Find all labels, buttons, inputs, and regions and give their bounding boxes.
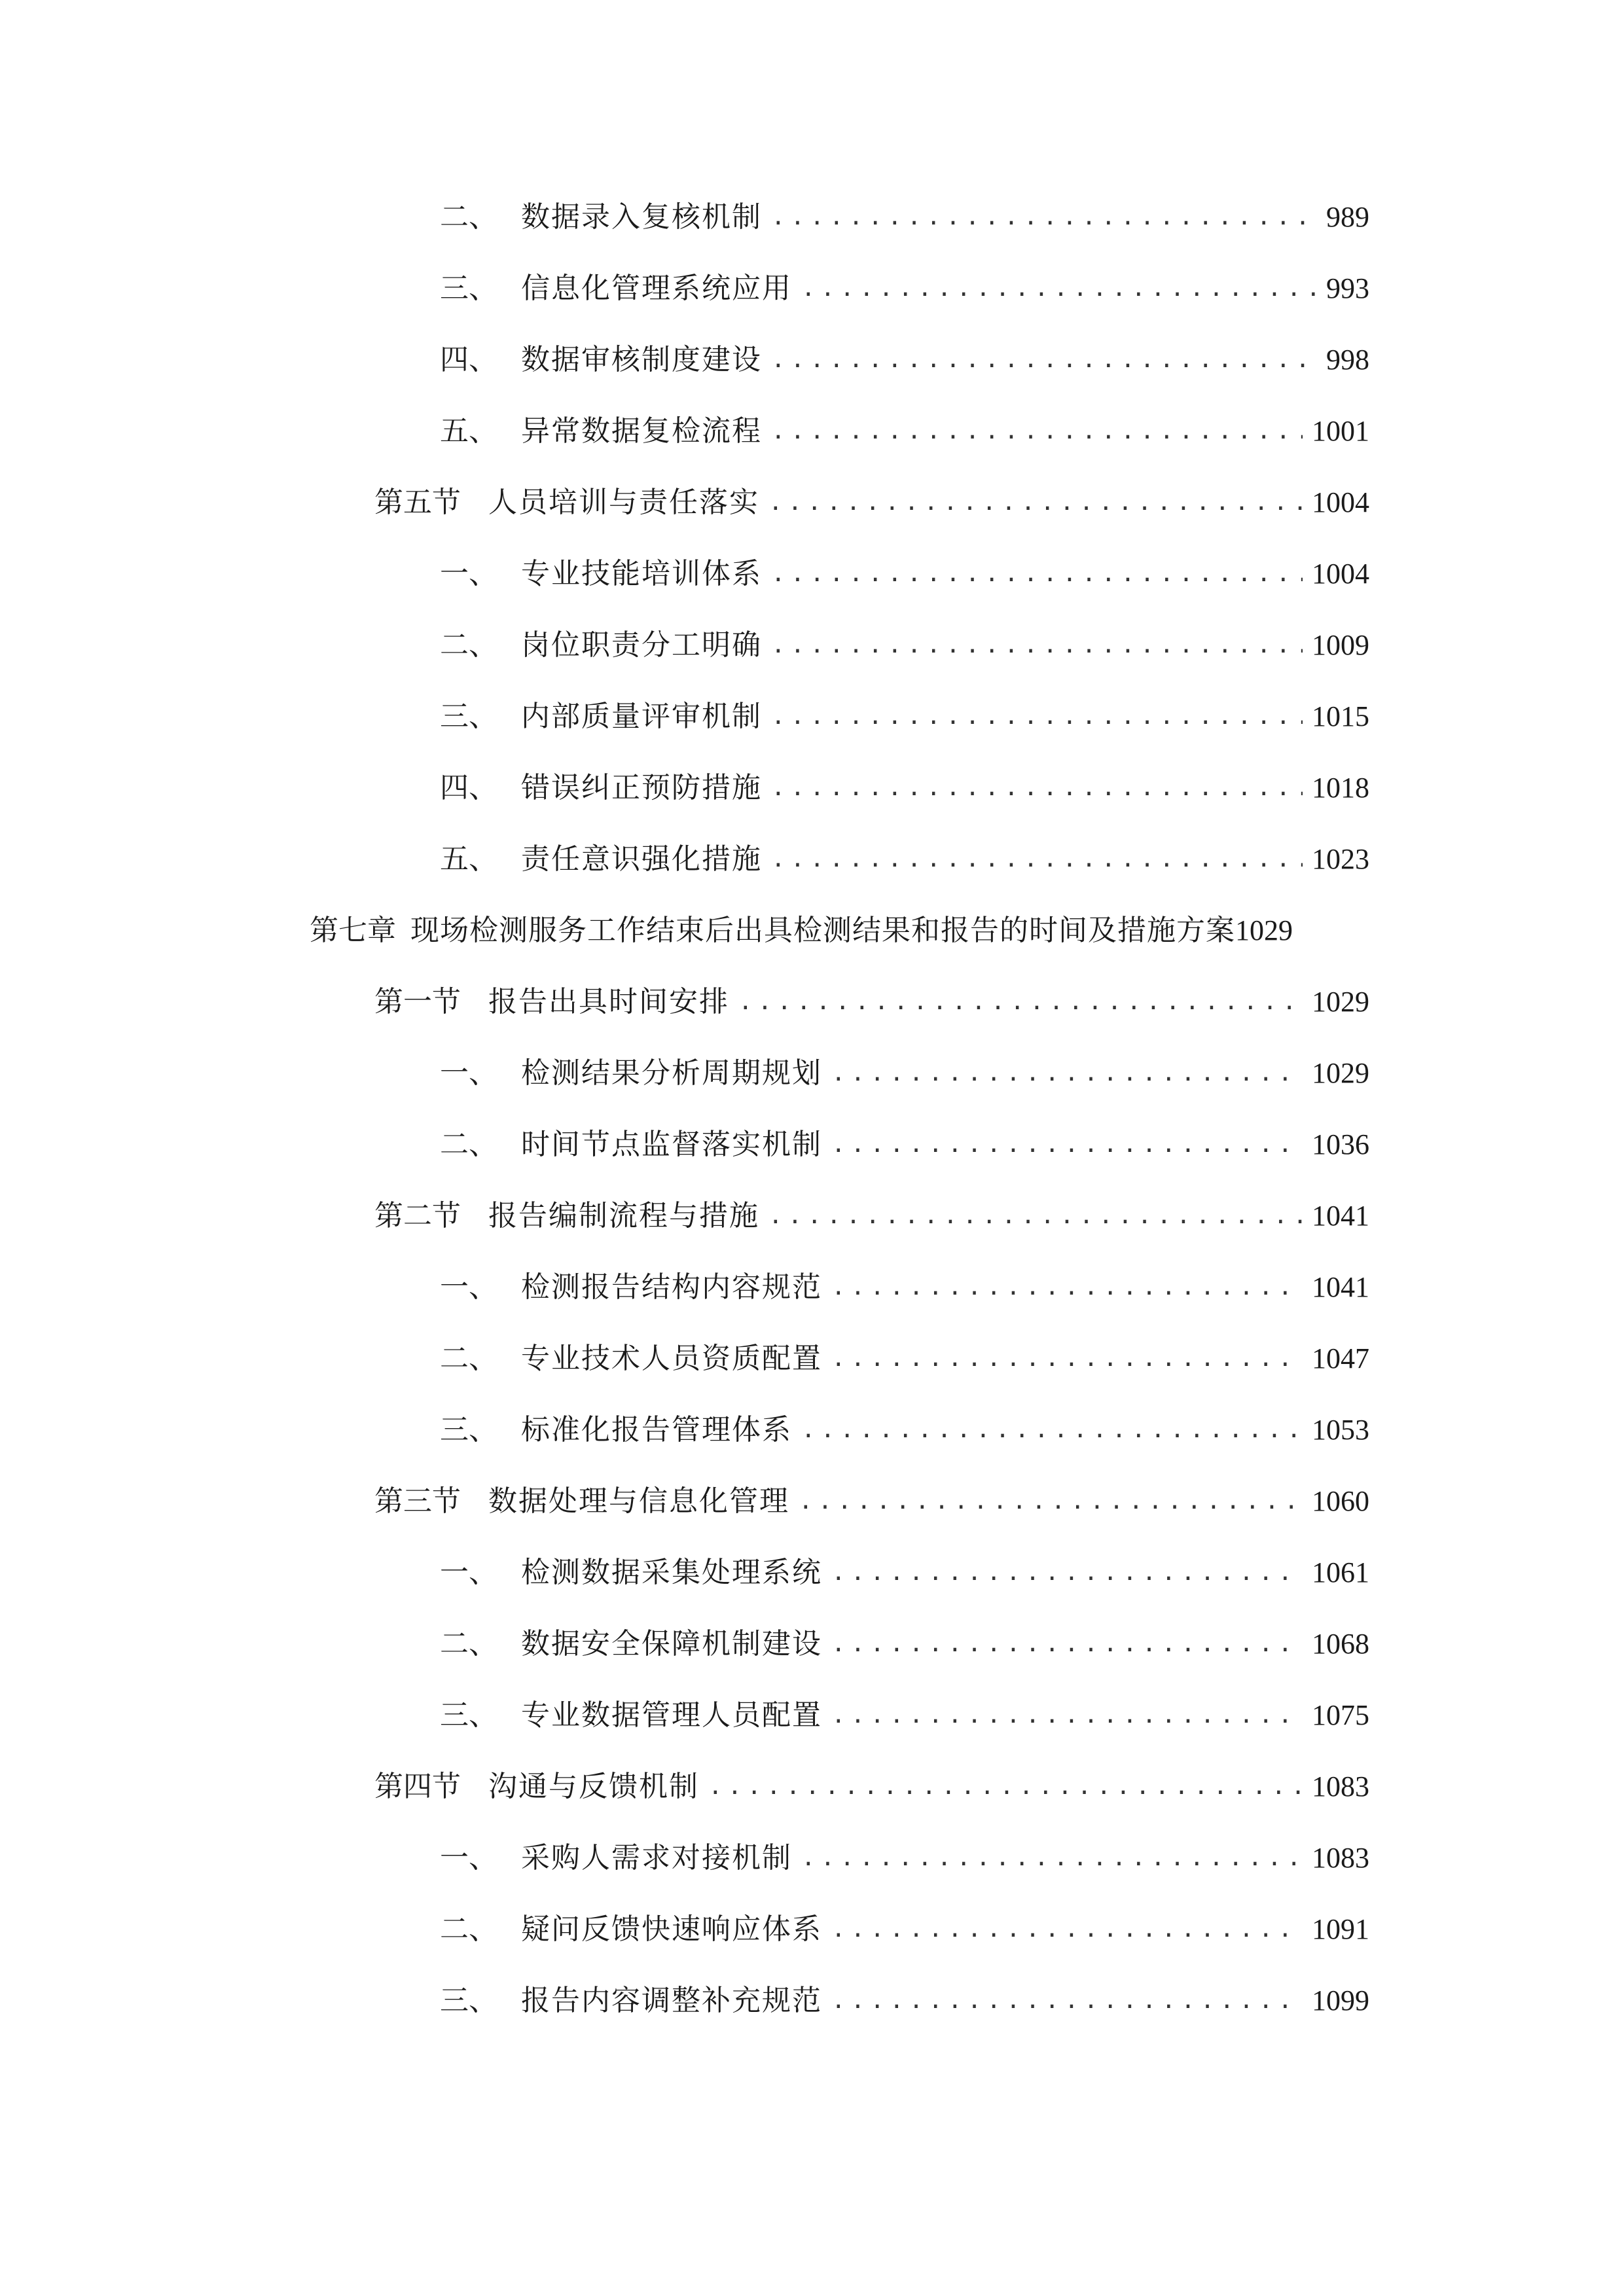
entry-title: 责任意识强化措施 (521, 842, 762, 876)
entry-number: 一、 (440, 557, 497, 590)
dot-leader (738, 979, 1303, 1025)
entry-number: 第七章 (310, 914, 396, 947)
entry-title: 数据安全保障机制建设 (521, 1627, 822, 1660)
entry-title: 报告编制流程与措施 (488, 1199, 759, 1232)
entry-number: 二、 (440, 1342, 497, 1375)
entry-number: 第四节 (374, 1770, 461, 1803)
entry-title: 时间节点监督落实机制 (521, 1128, 822, 1161)
entry-title: 数据审核制度建设 (521, 343, 762, 376)
dot-leader (771, 337, 1317, 383)
entry-title: 异常数据复检流程 (521, 414, 762, 448)
entry-title: 数据录入复核机制 (521, 200, 762, 234)
dot-leader (771, 551, 1303, 597)
dot-leader (771, 765, 1303, 811)
entry-title: 专业技能培训体系 (521, 557, 762, 590)
entry-number: 五、 (440, 414, 497, 448)
toc-entry[interactable] (440, 337, 1369, 383)
entry-number: 二、 (440, 1128, 497, 1161)
dot-leader (831, 1693, 1303, 1738)
entry-title: 信息化管理系统应用 (521, 272, 792, 305)
entry-number: 二、 (440, 1627, 497, 1660)
entry-number: 三、 (440, 700, 497, 733)
dot-leader (708, 1764, 1303, 1810)
entry-title: 疑问反馈快速响应体系 (521, 1912, 822, 1946)
toc-section-entry[interactable] (374, 480, 1369, 526)
dot-leader (771, 194, 1317, 240)
toc-entry[interactable] (440, 1550, 1369, 1596)
dot-leader (801, 266, 1317, 312)
entry-title: 专业数据管理人员配置 (521, 1698, 822, 1732)
toc-section-entry[interactable] (374, 1764, 1369, 1810)
entry-title: 现场检测服务工作结束后出具检测结果和报告的时间及措施方案 (410, 914, 1235, 947)
toc-entry[interactable] (440, 1621, 1369, 1667)
dot-leader (768, 480, 1303, 526)
toc-entry[interactable] (440, 1693, 1369, 1738)
toc-chapter-entry[interactable] (310, 908, 1407, 954)
entry-page-number: 1029 (1312, 986, 1369, 1018)
dot-leader (771, 694, 1303, 740)
toc-entry[interactable] (440, 551, 1369, 597)
entry-page-number: 1083 (1312, 1842, 1369, 1874)
entry-page-number: 1061 (1312, 1556, 1369, 1588)
entry-number: 一、 (440, 1841, 497, 1874)
entry-page-number: 1018 (1312, 772, 1369, 804)
entry-page-number: 998 (1326, 344, 1369, 376)
dot-leader (831, 1050, 1303, 1096)
entry-page-number: 989 (1326, 201, 1369, 233)
entry-number: 第三节 (374, 1484, 461, 1518)
entry-title: 内部质量评审机制 (521, 700, 762, 733)
entry-page-number: 1099 (1312, 1984, 1369, 2017)
entry-number: 一、 (440, 1556, 497, 1589)
entry-number: 一、 (440, 1270, 497, 1304)
toc-entry[interactable] (440, 1407, 1369, 1453)
toc-section-entry[interactable] (374, 979, 1369, 1025)
entry-title: 沟通与反馈机制 (488, 1770, 699, 1803)
entry-title: 专业技术人员资质配置 (521, 1342, 822, 1375)
dot-leader (801, 1407, 1303, 1453)
toc-section-entry[interactable] (374, 1193, 1369, 1239)
entry-title: 报告出具时间安排 (488, 985, 729, 1018)
entry-number: 第五节 (374, 486, 461, 519)
entry-page-number: 1015 (1312, 700, 1369, 732)
entry-number: 二、 (440, 1912, 497, 1946)
toc-section-entry[interactable] (374, 1479, 1369, 1524)
dot-leader (801, 1835, 1303, 1881)
entry-page-number: 1068 (1312, 1628, 1369, 1660)
toc-entry[interactable] (440, 1336, 1369, 1382)
entry-page-number: 1023 (1312, 843, 1369, 875)
entry-page-number: 1004 (1312, 486, 1369, 518)
entry-number: 三、 (440, 272, 497, 305)
entry-page-number: 1004 (1312, 558, 1369, 590)
entry-number: 四、 (440, 771, 497, 804)
entry-title: 检测结果分析周期规划 (521, 1056, 822, 1090)
entry-title: 检测数据采集处理系统 (521, 1556, 822, 1589)
toc-entry[interactable] (440, 622, 1369, 668)
entry-title: 数据处理与信息化管理 (488, 1484, 789, 1518)
dot-leader (831, 1978, 1303, 2024)
dot-leader (831, 1621, 1303, 1667)
entry-title: 报告内容调整补充规范 (521, 1984, 822, 2017)
entry-number: 三、 (440, 1698, 497, 1732)
entry-page-number: 1009 (1312, 629, 1369, 661)
entry-number: 第一节 (374, 985, 461, 1018)
entry-page-number: 1029 (1312, 1057, 1369, 1089)
toc-entry[interactable] (440, 194, 1369, 240)
dot-leader (831, 1550, 1303, 1596)
entry-page-number: 1001 (1312, 415, 1369, 447)
entry-title: 错误纠正预防措施 (521, 771, 762, 804)
entry-title: 岗位职责分工明确 (521, 628, 762, 662)
entry-page-number: 1091 (1312, 1913, 1369, 1945)
toc-entry[interactable] (440, 1050, 1369, 1096)
entry-number: 四、 (440, 343, 497, 376)
toc-entry[interactable] (440, 408, 1369, 454)
entry-number: 二、 (440, 628, 497, 662)
entry-title: 检测报告结构内容规范 (521, 1270, 822, 1304)
toc-entry[interactable] (440, 1122, 1369, 1168)
entry-page-number: 1047 (1312, 1342, 1369, 1374)
toc-entry[interactable] (440, 836, 1369, 882)
entry-title: 采购人需求对接机制 (521, 1841, 792, 1874)
toc-entry[interactable] (440, 1907, 1369, 1952)
dot-leader (799, 1479, 1303, 1524)
entry-page-number: 1041 (1312, 1271, 1369, 1303)
entry-page-number: 1029 (1235, 914, 1293, 946)
entry-page-number: 1060 (1312, 1485, 1369, 1517)
dot-leader (831, 1265, 1303, 1310)
entry-title: 标准化报告管理体系 (521, 1413, 792, 1446)
entry-number: 五、 (440, 842, 497, 876)
entry-page-number: 993 (1326, 272, 1369, 304)
toc-entry[interactable] (440, 1978, 1369, 2024)
entry-number: 第二节 (374, 1199, 461, 1232)
entry-number: 二、 (440, 200, 497, 234)
dot-leader (831, 1336, 1303, 1382)
dot-leader (771, 622, 1303, 668)
entry-page-number: 1036 (1312, 1128, 1369, 1160)
entry-number: 一、 (440, 1056, 497, 1090)
dot-leader (831, 1122, 1303, 1168)
entry-number: 三、 (440, 1413, 497, 1446)
dot-leader (771, 408, 1303, 454)
dot-leader (831, 1907, 1303, 1952)
dot-leader (771, 836, 1303, 882)
entry-title: 人员培训与责任落实 (488, 486, 759, 519)
entry-number: 三、 (440, 1984, 497, 2017)
entry-page-number: 1053 (1312, 1414, 1369, 1446)
toc-entry[interactable] (440, 266, 1369, 312)
toc-entry[interactable] (440, 765, 1369, 811)
entry-page-number: 1041 (1312, 1200, 1369, 1232)
toc-entry[interactable] (440, 1265, 1369, 1310)
entry-page-number: 1075 (1312, 1699, 1369, 1731)
toc-entry[interactable] (440, 694, 1369, 740)
dot-leader (768, 1193, 1303, 1239)
toc-entry[interactable] (440, 1835, 1369, 1881)
entry-page-number: 1083 (1312, 1770, 1369, 1803)
